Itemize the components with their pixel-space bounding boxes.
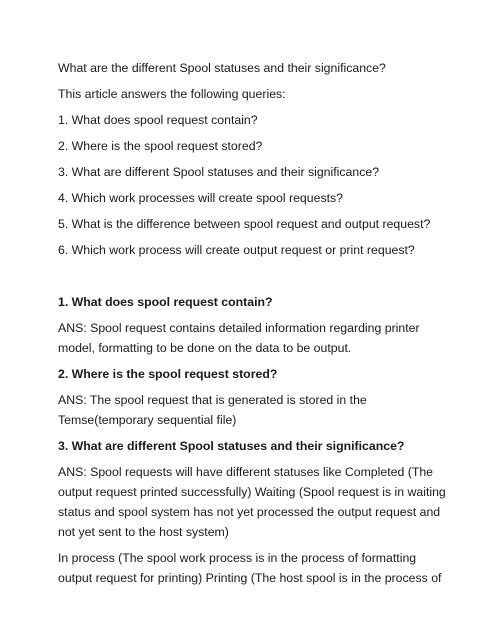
continuation-paragraph: [58, 548, 448, 588]
intro-text: This article answers the following queries:: [58, 87, 286, 101]
section-answer: [58, 462, 448, 542]
query-item: 1. What does spool request contain?: [58, 113, 258, 127]
answer-line: ANS: Spool request contains detailed information regarding printer: [58, 321, 420, 335]
document-page: [58, 58, 448, 588]
answer-line: ANS: The spool request that is generated is stored in the: [58, 393, 367, 407]
section-answer: [58, 390, 448, 430]
section-heading: 3. What are different Spool statuses and their significance?: [58, 439, 405, 453]
section-heading: 1. What does spool request contain?: [58, 295, 273, 309]
answer-line: Temse(temporary sequential file): [58, 413, 237, 427]
answer-line: ANS: Spool requests will have different statuses like Completed (The: [58, 465, 434, 479]
answer-line: not yet sent to the host system): [58, 525, 229, 539]
paragraph-line: In process (The spool work process is in the process of formatting: [58, 551, 417, 565]
answer-line: status and spool system has not yet processed the output request and: [58, 505, 441, 519]
section-answer: [58, 318, 448, 358]
query-item: 2. Where is the spool request stored?: [58, 139, 263, 153]
query-item: 6. Which work process will create output request or print request?: [58, 243, 415, 257]
query-item: 4. Which work processes will create spool requests?: [58, 191, 343, 205]
query-list: [58, 110, 448, 260]
document-title: What are the different Spool statuses and their significance?: [58, 61, 386, 75]
query-item: 5. What is the difference between spool request and output request?: [58, 217, 431, 231]
paragraph-line: output request for printing) Printing (The host spool is in the process of: [58, 571, 442, 585]
answer-line: model, formatting to be done on the data to be output.: [58, 341, 352, 355]
answer-line: output request printed successfully) Waiting (Spool request is in waiting: [58, 485, 446, 499]
section-heading: 2. Where is the spool request stored?: [58, 367, 278, 381]
query-item: 3. What are different Spool statuses and their significance?: [58, 165, 380, 179]
